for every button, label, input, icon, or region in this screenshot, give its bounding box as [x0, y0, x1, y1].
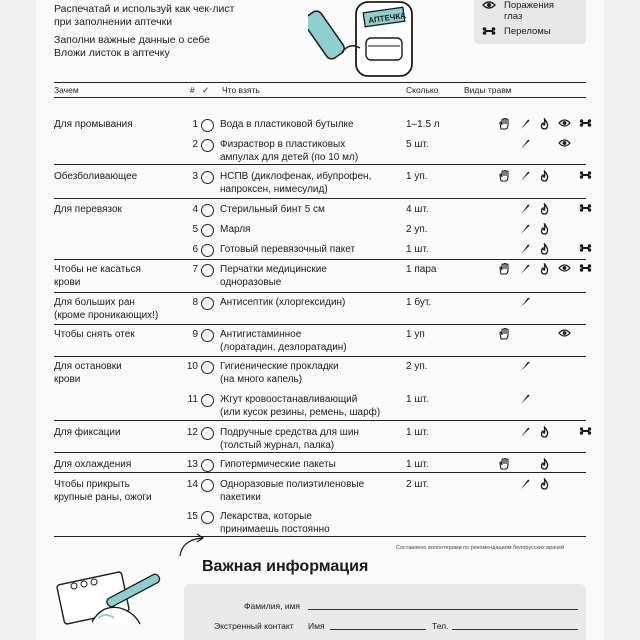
item-line: (или кусок резины, ремень, шарф) — [220, 407, 381, 418]
row-injury-types — [458, 510, 588, 523]
row-injury-types — [458, 296, 588, 309]
row-injury-types — [458, 223, 588, 236]
row-injury-types — [458, 426, 588, 439]
row-quantity: 1 пара — [406, 264, 437, 275]
legend-bone — [482, 26, 551, 39]
header-purpose: Зачем — [54, 85, 79, 95]
item-line: Антигистаминное — [220, 329, 302, 340]
row-number: 10 — [186, 361, 198, 372]
row-quantity: 1 шт. — [406, 394, 429, 405]
row-number: 14 — [186, 479, 198, 490]
item-line: ампулах для детей (по 10 мл) — [220, 152, 359, 163]
row-item — [220, 118, 400, 131]
purpose-line: Для остановки — [54, 361, 122, 372]
row-item — [220, 296, 400, 309]
row-injury-types — [458, 393, 588, 406]
row-checkbox[interactable] — [201, 224, 214, 237]
legend-eye-cont — [482, 11, 522, 22]
purpose-line: Для промывания — [54, 119, 133, 130]
row-checkbox[interactable] — [201, 264, 214, 277]
row-item — [220, 203, 400, 216]
item-line: Лекарства, которые — [220, 511, 312, 522]
group-divider — [54, 472, 586, 473]
row-purpose — [54, 118, 176, 131]
row-quantity: 1 шт. — [406, 459, 429, 470]
row-purpose — [54, 170, 176, 183]
row-number: 3 — [192, 171, 198, 182]
row-quantity: 2 уп. — [406, 224, 428, 235]
row-number: 13 — [186, 459, 198, 470]
row-number: 9 — [192, 329, 198, 340]
bag-label: АПТЕЧКА — [367, 10, 407, 26]
intro-fill-data — [54, 34, 234, 60]
contact-name-field[interactable] — [330, 629, 426, 630]
row-number: 2 — [192, 139, 198, 150]
intro-line: Распечатай и используй как чек-лист — [54, 3, 235, 15]
row-item — [220, 393, 400, 419]
row-number: 7 — [192, 264, 198, 275]
row-item — [220, 263, 400, 289]
group-divider — [54, 198, 586, 199]
purpose-line: Для охлаждения — [54, 459, 132, 470]
row-item — [220, 458, 400, 471]
row-number: 1 — [192, 119, 198, 130]
item-line: одноразовые — [220, 277, 282, 288]
purpose-line: Чтобы прикрыть — [54, 479, 130, 490]
row-quantity: 4 шт. — [406, 204, 429, 215]
row-purpose — [54, 458, 176, 471]
header-check: ✓ — [202, 85, 210, 95]
row-checkbox[interactable] — [201, 427, 214, 440]
row-injury-types — [458, 243, 588, 256]
row-checkbox[interactable] — [201, 459, 214, 472]
row-checkbox[interactable] — [201, 139, 214, 152]
row-quantity: 5 шт. — [406, 139, 429, 150]
row-item — [220, 328, 400, 354]
item-line: НСПВ (диклофенак, ибупрофен, — [220, 171, 372, 182]
row-checkbox[interactable] — [201, 171, 214, 184]
row-item — [220, 223, 400, 236]
group-divider — [54, 259, 586, 260]
row-quantity: 1 уп. — [406, 171, 428, 182]
phone-label: Тел. — [432, 621, 449, 631]
purpose-line: крови — [54, 277, 81, 288]
row-injury-types — [458, 458, 588, 471]
row-checkbox[interactable] — [201, 204, 214, 217]
row-injury-types — [458, 328, 588, 341]
row-purpose — [54, 263, 176, 289]
item-line: Марля — [220, 224, 251, 235]
item-line: Физраствор в пластиковых — [220, 139, 346, 150]
row-checkbox[interactable] — [201, 361, 214, 374]
row-injury-types — [458, 118, 588, 131]
header-bottom-rule — [54, 97, 586, 98]
purpose-line: Для перевязок — [54, 204, 122, 215]
phone-field[interactable] — [452, 629, 578, 630]
row-purpose — [54, 296, 176, 322]
important-info-title: Важная информация — [202, 558, 369, 575]
item-line: Вода в пластиковой бутылке — [220, 119, 354, 130]
row-quantity: 1 шт. — [406, 244, 429, 255]
item-line: Гипотермические пакеты — [220, 459, 336, 470]
item-line: Перчатки медицинские — [220, 264, 327, 275]
row-injury-types — [458, 478, 588, 491]
row-checkbox[interactable] — [201, 244, 214, 257]
row-checkbox[interactable] — [201, 511, 214, 524]
intro-instructions — [54, 3, 234, 29]
intro-line: Вложи листок в аптечку — [54, 47, 170, 59]
group-divider — [54, 536, 586, 537]
item-line: Антисептик (хлоргексидин) — [220, 297, 346, 308]
row-number: 5 — [192, 224, 198, 235]
row-checkbox[interactable] — [201, 394, 214, 407]
row-injury-types — [458, 138, 588, 151]
row-quantity: 2 шт. — [406, 479, 429, 490]
row-quantity: 2 уп. — [406, 361, 428, 372]
row-checkbox[interactable] — [201, 329, 214, 342]
item-line: напроксен, нимесулид) — [220, 184, 328, 195]
name-label: Фамилия, имя — [244, 601, 301, 611]
writing-hand-illustration — [46, 560, 186, 640]
bone-icon — [482, 26, 504, 39]
row-purpose — [54, 478, 176, 504]
group-divider — [54, 452, 586, 453]
item-line: пакетики — [220, 492, 261, 503]
row-quantity: 1 шт. — [406, 427, 429, 438]
header-qty: Сколько — [406, 85, 439, 95]
row-item — [220, 478, 400, 504]
item-line: принимаешь постоянно — [220, 524, 330, 535]
row-injury-types — [458, 360, 588, 373]
row-quantity: 1 бут. — [406, 297, 432, 308]
row-purpose — [54, 203, 176, 216]
intro-line: Заполни важные данные о себе — [54, 34, 210, 46]
purpose-line: Для фиксации — [54, 427, 121, 438]
row-injury-types — [458, 203, 588, 216]
item-line: Подручные средства для шин — [220, 427, 359, 438]
header-num: # — [190, 85, 195, 95]
row-number: 15 — [186, 511, 198, 522]
row-number: 11 — [187, 394, 198, 405]
checklist-sheet — [36, 0, 604, 640]
row-number: 4 — [192, 204, 198, 215]
row-checkbox[interactable] — [201, 479, 214, 492]
item-line: (лоратадин, дезлоратадин) — [220, 342, 347, 353]
row-purpose — [54, 426, 176, 439]
header-item: Что взять — [222, 85, 260, 95]
row-checkbox[interactable] — [201, 297, 214, 310]
first-aid-backpack-illustration — [308, 0, 426, 78]
purpose-line: Чтобы снять отек — [54, 329, 135, 340]
group-divider — [54, 164, 586, 165]
row-item — [220, 138, 400, 164]
item-line: (на много капель) — [220, 374, 303, 385]
purpose-line: крупные раны, ожоги — [54, 492, 152, 503]
row-item — [220, 426, 400, 452]
item-line: Стерильный бинт 5 см — [220, 204, 325, 215]
item-line: Гигиенические прокладки — [220, 361, 339, 372]
purpose-line: Чтобы не касаться — [54, 264, 141, 275]
row-checkbox[interactable] — [201, 119, 214, 132]
important-info-form — [184, 584, 586, 640]
group-divider — [54, 324, 586, 325]
row-number: 6 — [192, 244, 198, 255]
item-line: Одноразовые полиэтиленовые — [220, 479, 365, 490]
group-divider — [54, 356, 586, 357]
row-item — [220, 510, 400, 536]
row-quantity: 1–1.5 л — [406, 119, 440, 130]
purpose-line: крови — [54, 374, 81, 385]
purpose-line: (кроме проникающих!) — [54, 310, 159, 321]
item-line: Жгут кровоостанавливающий — [220, 394, 358, 405]
item-line: (толстый журнал, палка) — [220, 440, 335, 451]
item-line: Готовый перевязочный пакет — [220, 244, 356, 255]
group-divider — [54, 420, 586, 421]
row-quantity: 1 уп — [406, 329, 425, 340]
intro-line: при заполнении аптечки — [54, 16, 173, 28]
footnote: Составлено волонтерами по рекомендациям белорусских врачей — [396, 545, 565, 551]
group-divider — [54, 292, 586, 293]
legend-label: Поражения — [504, 0, 555, 11]
row-item — [220, 360, 400, 386]
arrow-doodle — [178, 532, 208, 558]
row-purpose — [54, 328, 176, 341]
legend-label: Переломы — [504, 26, 551, 37]
header-injuries: Виды травм — [464, 85, 512, 95]
purpose-line: Обезболивающее — [54, 171, 138, 182]
row-number: 8 — [192, 297, 198, 308]
purpose-line: Для больших ран — [54, 297, 135, 308]
injury-legend — [474, 0, 586, 44]
row-number: 12 — [186, 427, 198, 438]
header-top-rule — [54, 82, 586, 83]
row-item — [220, 170, 400, 196]
intro-text — [54, 3, 234, 65]
row-item — [220, 243, 400, 256]
name-field[interactable] — [308, 609, 578, 610]
row-injury-types — [458, 263, 588, 276]
emergency-contact-label: Экстренный контакт — [214, 621, 294, 631]
row-injury-types — [458, 170, 588, 183]
row-purpose — [54, 360, 176, 386]
legend-label: глаз — [504, 11, 523, 22]
contact-name-label: Имя — [308, 621, 325, 631]
